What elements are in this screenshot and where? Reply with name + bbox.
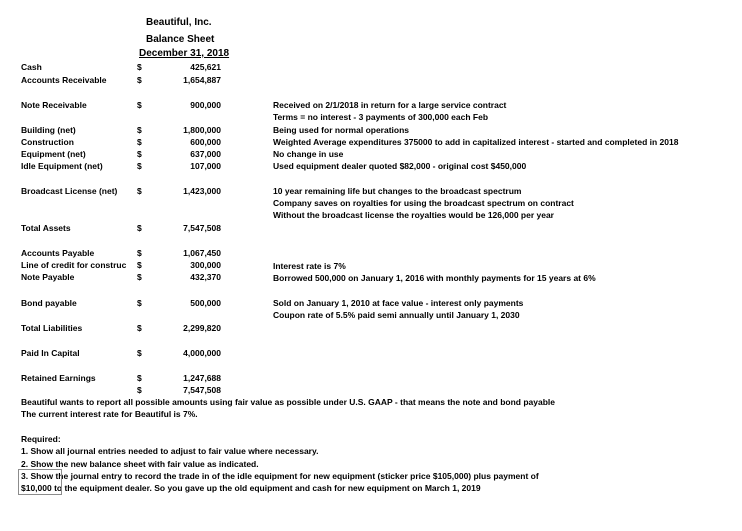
row-note: Borrowed 500,000 on January 1, 2016 with monthly payments for 15 years at 6% [273, 273, 596, 283]
row-label: Cash [21, 62, 42, 72]
row-currency: $ [137, 161, 142, 171]
row-currency: $ [137, 260, 142, 270]
row-currency: $ [137, 137, 142, 147]
row-amount: 900,000 [190, 100, 221, 110]
paid-in-capital-label: Paid In Capital [21, 348, 80, 358]
retained-earnings-label: Retained Earnings [21, 373, 96, 383]
row-label: Line of credit for construc [21, 260, 127, 270]
row-amount: 107,000 [190, 161, 221, 171]
row-note: Being used for normal operations [273, 125, 410, 135]
row-note: 10 year remaining life but changes to the broadcast spectrum [273, 186, 522, 196]
required-item: 3. Show the journal entry to record the trade in of the idle equipment for new equipment (sticker price $105,000) plus payment of [21, 471, 539, 481]
row-amount: 637,000 [190, 149, 221, 159]
total-liabilities-label: Total Liabilities [21, 323, 83, 333]
total-liab-equity-amount: 7,547,508 [183, 385, 221, 395]
row-note: Sold on January 1, 2010 at face value - interest only payments [273, 298, 524, 308]
required-item: $10,000 to the equipment dealer. So you gave up the old equipment and cash for new equipment on March 1, 2019 [21, 483, 481, 493]
row-amount: 1,800,000 [183, 125, 221, 135]
row-label: Accounts Payable [21, 248, 95, 258]
row-label: Bond payable [21, 298, 77, 308]
row-label: Building (net) [21, 125, 76, 135]
row-note: Terms = no interest - 3 payments of 300,000 each Feb [273, 112, 489, 122]
total-assets-currency: $ [137, 223, 142, 233]
retained-earnings-currency: $ [137, 373, 142, 383]
row-label: Construction [21, 137, 74, 147]
row-amount: 1,654,887 [183, 75, 221, 85]
row-label: Equipment (net) [21, 149, 86, 159]
row-amount: 432,370 [190, 272, 221, 282]
row-currency: $ [137, 298, 142, 308]
row-amount: 1,423,000 [183, 186, 221, 196]
required-item: 1. Show all journal entries needed to adjust to fair value where necessary. [21, 446, 319, 456]
statement-date: December 31, 2018 [139, 48, 230, 59]
row-label: Note Receivable [21, 100, 87, 110]
total-assets-amount: 7,547,508 [183, 223, 221, 233]
row-currency: $ [137, 272, 142, 282]
row-label: Note Payable [21, 272, 75, 282]
fair-value-note: Beautiful wants to report all possible amounts using fair value as possible under U.S. GAAP - that means the note and bond payable [21, 397, 556, 407]
row-currency: $ [137, 100, 142, 110]
row-label: Broadcast License (net) [21, 186, 118, 196]
row-amount: 500,000 [190, 298, 221, 308]
total-liabilities-currency: $ [137, 323, 142, 333]
total-liab-equity-currency: $ [137, 385, 142, 395]
required-title: Required: [21, 434, 61, 444]
row-currency: $ [137, 62, 142, 72]
row-note: No change in use [273, 149, 344, 159]
retained-earnings-amount: 1,247,688 [183, 373, 221, 383]
row-amount: 300,000 [190, 260, 221, 270]
row-currency: $ [137, 186, 142, 196]
row-note: Without the broadcast license the royalties would be 126,000 per year [273, 210, 554, 220]
row-amount: 600,000 [190, 137, 221, 147]
total-assets-label: Total Assets [21, 223, 71, 233]
row-label: Accounts Receivable [21, 75, 107, 85]
company-name: Beautiful, Inc. [146, 17, 212, 28]
selected-cell[interactable] [19, 470, 61, 494]
statement-title: Balance Sheet [146, 34, 215, 45]
row-note: Company saves on royalties for using the broadcast spectrum on contract [273, 198, 574, 208]
row-currency: $ [137, 75, 142, 85]
required-item: 2. Show the new balance sheet with fair value as indicated. [21, 459, 259, 469]
interest-rate-note: The current interest rate for Beautiful is 7%. [21, 409, 198, 419]
row-currency: $ [137, 125, 142, 135]
row-currency: $ [137, 248, 142, 258]
row-note: Coupon rate of 5.5% paid semi annually until January 1, 2030 [273, 310, 520, 320]
row-note: Used equipment dealer quoted $82,000 - original cost $450,000 [273, 161, 527, 171]
row-note: Weighted Average expenditures 375000 to add in capitalized interest - started and completed in 2018 [273, 137, 679, 147]
row-label: Idle Equipment (net) [21, 161, 103, 171]
row-note: Interest rate is 7% [273, 261, 346, 271]
row-amount: 1,067,450 [183, 248, 221, 258]
paid-in-capital-currency: $ [137, 348, 142, 358]
row-currency: $ [137, 149, 142, 159]
row-amount: 425,621 [190, 62, 221, 72]
row-note: Received on 2/1/2018 in return for a large service contract [273, 100, 507, 110]
paid-in-capital-amount: 4,000,000 [183, 348, 221, 358]
total-liabilities-amount: 2,299,820 [183, 323, 221, 333]
